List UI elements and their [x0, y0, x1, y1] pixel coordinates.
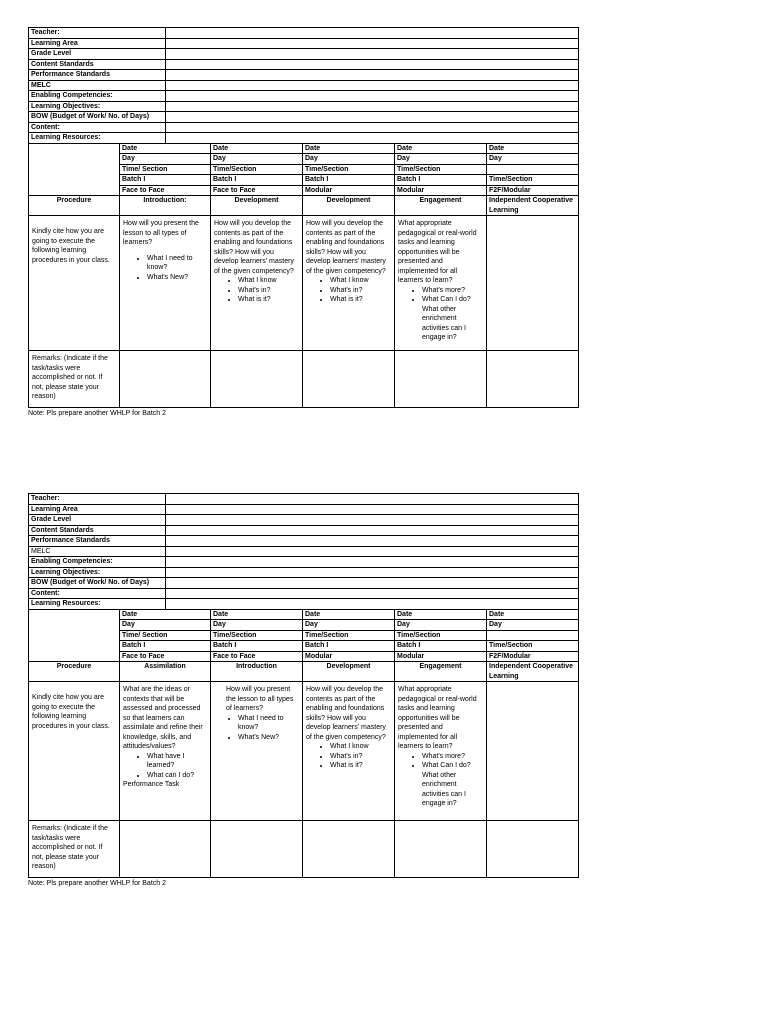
remarks-cell[interactable] [395, 351, 487, 408]
date-label: Date [395, 143, 487, 154]
modality-label: Modular [395, 651, 487, 662]
time-section-label: Time/Section [211, 164, 303, 175]
date-label: Date [303, 143, 395, 154]
learning-area-row [29, 504, 579, 515]
learning-resources-row [29, 133, 579, 144]
learning-objectives-field[interactable] [166, 567, 579, 578]
time-section-label: Time/Section [211, 630, 303, 641]
day-label: Day [211, 620, 303, 631]
date-label: Date [211, 143, 303, 154]
row-label: Learning Resources: [29, 133, 166, 144]
remarks-cell[interactable] [487, 351, 579, 408]
content-field[interactable] [166, 122, 579, 133]
row-label: Learning Objectives: [29, 567, 166, 578]
modality-label: Modular [303, 651, 395, 662]
performance-standards-row [29, 536, 579, 547]
date-label: Date [120, 143, 211, 154]
row-label: MELC [29, 546, 166, 557]
remarks-label: Remarks: (Indicate if the task/tasks were accomplished or not. If not, please state your reason) [29, 821, 120, 878]
procedure-heading: Procedure [29, 662, 120, 682]
row-label: Content Standards [29, 525, 166, 536]
modality-label: Face to Face [120, 651, 211, 662]
row-label: Enabling Competencies: [29, 91, 166, 102]
engagement-cell: What appropriate pedagogical or real-world tasks and learning opportunities will be presented and implemented for all learners to learn? • What's more? • What Can I do? What other enrichment activities can I engage in? [395, 682, 487, 821]
procedure-grid [28, 143, 579, 409]
content-standards-row [29, 59, 579, 70]
day-label: Day [211, 154, 303, 165]
learning-objectives-field[interactable] [166, 101, 579, 112]
header-table [28, 27, 579, 144]
date-label: Date [395, 609, 487, 620]
date-label: Date [120, 609, 211, 620]
time-section-label: Time/Section [303, 164, 395, 175]
development-cell: How will you develop the contents as part of the enabling and foundations skills? How will you develop learners' mastery of the given competency? • What I know • What's in? • What is it? [303, 216, 395, 351]
row-label: Teacher: [29, 28, 166, 39]
enabling-competencies-row [29, 91, 579, 102]
introduction-cell: How will you present the lesson to all types of learners? • What I need to know? • What's New? [211, 682, 303, 821]
remarks-cell[interactable] [395, 821, 487, 878]
blank-corner [29, 609, 120, 662]
learning-area-field[interactable] [166, 38, 579, 49]
performance-standards-field[interactable] [166, 70, 579, 81]
grade-level-field[interactable] [166, 49, 579, 60]
whlp-form-2 [28, 493, 578, 888]
performance-standards-row [29, 70, 579, 81]
grade-level-field[interactable] [166, 515, 579, 526]
day-label: Day [487, 154, 579, 165]
teacher-row [29, 494, 579, 505]
phase-heading: Development [303, 662, 395, 682]
learning-objectives-row [29, 567, 579, 578]
bow-row [29, 112, 579, 123]
enabling-competencies-field[interactable] [166, 91, 579, 102]
batch-label: Batch I [303, 175, 395, 186]
remarks-cell[interactable] [211, 351, 303, 408]
row-label: Content Standards [29, 59, 166, 70]
content-standards-field[interactable] [166, 525, 579, 536]
teacher-field[interactable] [166, 494, 579, 505]
independent-cell[interactable] [487, 682, 579, 821]
teacher-field[interactable] [166, 28, 579, 39]
day-label: Day [120, 620, 211, 631]
batch-label: Batch I [211, 175, 303, 186]
day-label: Day [395, 154, 487, 165]
learning-resources-field[interactable] [166, 599, 579, 610]
modality-label: Modular [395, 185, 487, 196]
engagement-cell: What appropriate pedagogical or real-world tasks and learning opportunities will be presented and implemented for all learners to learn? • What's more? • What Can I do? What other enrichment activities can I engage in? [395, 216, 487, 351]
row-label: Performance Standards [29, 536, 166, 547]
row-label: BOW (Budget of Work/ No. of Days) [29, 112, 166, 123]
procedure-heading: Procedure [29, 196, 120, 216]
teacher-row [29, 28, 579, 39]
content-field[interactable] [166, 588, 579, 599]
phase-heading: Engagement [395, 196, 487, 216]
batch-label: Batch I [303, 641, 395, 652]
modality-label: F2F/Modular [487, 185, 579, 196]
row-label: Learning Area [29, 504, 166, 515]
whlp-form-1 [28, 27, 578, 418]
batch-label: Batch I [395, 175, 487, 186]
row-label: MELC [29, 80, 166, 91]
empty-cell [487, 164, 579, 175]
batch-label: Batch I [120, 175, 211, 186]
melc-row [29, 80, 579, 91]
independent-cooperative-label: Independent Cooperative Learning [487, 662, 579, 682]
bow-field[interactable] [166, 112, 579, 123]
modality-label: F2F/Modular [487, 651, 579, 662]
day-label: Day [487, 620, 579, 631]
row-label: Grade Level [29, 49, 166, 60]
header-table [28, 493, 579, 610]
remarks-cell[interactable] [120, 821, 211, 878]
day-label: Day [303, 620, 395, 631]
grade-level-row [29, 49, 579, 60]
development-cell: How will you develop the contents as part of the enabling and foundations skills? How will you develop learners' mastery of the given competency? • What I know • What's in? • What is it? [303, 682, 395, 821]
melc-row [29, 546, 579, 557]
batch-label: Batch I [211, 641, 303, 652]
phase-heading: Development [303, 196, 395, 216]
row-label: Enabling Competencies: [29, 557, 166, 568]
enabling-competencies-field[interactable] [166, 557, 579, 568]
empty-cell [487, 630, 579, 641]
row-label: Content: [29, 122, 166, 133]
procedure-instructions: Kindly cite how you are going to execute the following learning procedures in your class. [29, 216, 120, 351]
phase-heading: Engagement [395, 662, 487, 682]
phase-heading: Introduction: [120, 196, 211, 216]
time-section-label: Time/Section [487, 175, 579, 186]
remarks-cell[interactable] [303, 351, 395, 408]
bow-row [29, 578, 579, 589]
remarks-label: Remarks: (Indicate if the task/tasks were accomplished or not. If not, please state your reason) [29, 351, 120, 408]
time-section-label: Time/ Section [120, 164, 211, 175]
phase-heading: Development [211, 196, 303, 216]
note-text: Note: Pls prepare another WHLP for Batch 2 [28, 880, 166, 887]
date-label: Date [303, 609, 395, 620]
learning-resources-field[interactable] [166, 133, 579, 144]
remarks-cell[interactable] [303, 821, 395, 878]
modality-label: Face to Face [211, 185, 303, 196]
day-label: Day [120, 154, 211, 165]
time-section-label: Time/Section [395, 164, 487, 175]
introduction-cell: How will you present the lesson to all types of learners? • What I need to know? • What's New? [120, 216, 211, 351]
modality-label: Face to Face [120, 185, 211, 196]
learning-objectives-row [29, 101, 579, 112]
time-section-label: Time/ Section [120, 630, 211, 641]
row-label: Teacher: [29, 494, 166, 505]
blank-corner [29, 143, 120, 196]
date-label: Date [487, 143, 579, 154]
learning-resources-row [29, 599, 579, 610]
note-text: Note: Pls prepare another WHLP for Batch 2 [28, 410, 166, 417]
bow-field[interactable] [166, 578, 579, 589]
remarks-cell[interactable] [487, 821, 579, 878]
content-standards-field[interactable] [166, 59, 579, 70]
learning-area-row [29, 38, 579, 49]
melc-field[interactable] [166, 546, 579, 557]
procedure-grid [28, 609, 579, 879]
row-label: Content: [29, 588, 166, 599]
date-label: Date [487, 609, 579, 620]
row-label: Learning Resources: [29, 599, 166, 610]
content-row [29, 122, 579, 133]
day-label: Day [395, 620, 487, 631]
row-label: Learning Area [29, 38, 166, 49]
batch-label: Batch I [120, 641, 211, 652]
procedure-instructions: Kindly cite how you are going to execute the following learning procedures in your class. [29, 682, 120, 821]
modality-label: Modular [303, 185, 395, 196]
batch-label: Batch I [395, 641, 487, 652]
row-label: Learning Objectives: [29, 101, 166, 112]
content-standards-row [29, 525, 579, 536]
date-label: Date [211, 609, 303, 620]
time-section-label: Time/Section [303, 630, 395, 641]
assimilation-cell: What are the ideas or contexts that will be assessed and processed so that learners can assimilate and refine their knowledge, skills, and attitudes/values? • What have I learned? • What can I do? Performance Task [120, 682, 211, 821]
time-section-label: Time/Section [395, 630, 487, 641]
learning-area-field[interactable] [166, 504, 579, 515]
phase-heading: Assimilation [120, 662, 211, 682]
row-label: Performance Standards [29, 70, 166, 81]
remarks-cell[interactable] [211, 821, 303, 878]
enabling-competencies-row [29, 557, 579, 568]
remarks-cell[interactable] [120, 351, 211, 408]
performance-standards-field[interactable] [166, 536, 579, 547]
independent-cell[interactable] [487, 216, 579, 351]
grade-level-row [29, 515, 579, 526]
content-row [29, 588, 579, 599]
modality-label: Face to Face [211, 651, 303, 662]
day-label: Day [303, 154, 395, 165]
melc-field[interactable] [166, 80, 579, 91]
phase-heading: Introduction [211, 662, 303, 682]
row-label: Grade Level [29, 515, 166, 526]
independent-cooperative-label: Independent Cooperative Learning [487, 196, 579, 216]
row-label: BOW (Budget of Work/ No. of Days) [29, 578, 166, 589]
time-section-label: Time/Section [487, 641, 579, 652]
development-cell: How will you develop the contents as part of the enabling and foundations skills? How will you develop learners' mastery of the given competency? • What I know • What's in? • What is it? [211, 216, 303, 351]
